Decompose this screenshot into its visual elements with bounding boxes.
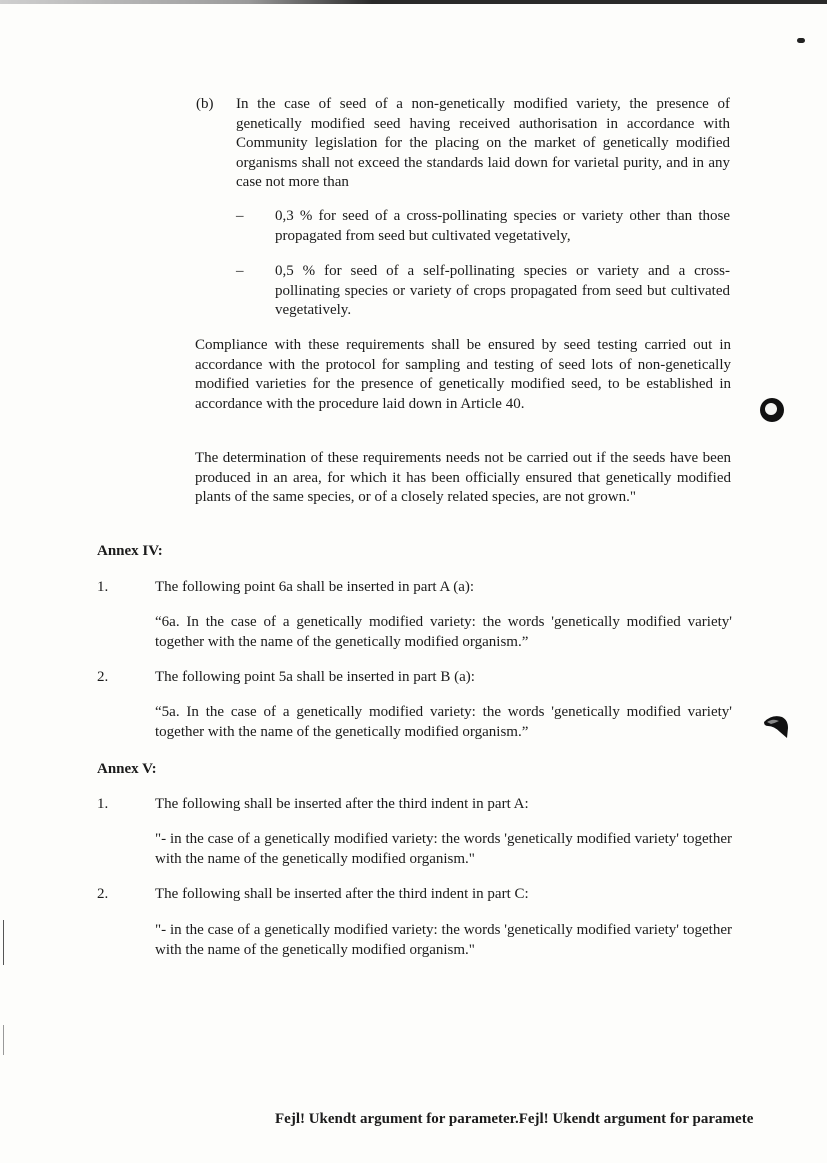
list-number: 2. — [97, 669, 109, 685]
compliance-paragraph: Compliance with these requirements shall be ensured by seed testing carried out in accordance with the protocol for sampling and testing of seed lots of non-genetically modified varieties for the presence of genetically modified seed, to be established in accordance with the procedure laid down in Article 40. — [195, 337, 731, 412]
list-number: 1. — [97, 796, 109, 812]
list-intro: The following point 5a shall be inserted in part B (a): — [155, 669, 475, 685]
list-intro: The following shall be inserted after the third indent in part C: — [155, 886, 529, 902]
indent-dash: – — [236, 263, 244, 279]
quoted-insertion: "- in the case of a genetically modified variety: the words 'genetically modified variety' together with the name of the genetically modified organism." — [155, 831, 732, 867]
indent-dash: – — [236, 208, 244, 224]
list-intro: The following shall be inserted after the third indent in part A: — [155, 796, 529, 812]
item-b-label: (b) — [196, 96, 214, 112]
annex-v-heading: Annex V: — [97, 761, 157, 777]
punch-hole-mark — [758, 396, 786, 424]
annex-iv-heading: Annex IV: — [97, 543, 163, 559]
scan-margin-line — [3, 1025, 4, 1055]
list-intro: The following point 6a shall be inserted in part A (a): — [155, 579, 475, 595]
scan-margin-line — [3, 920, 4, 965]
item-b-text: In the case of seed of a non-genetically modified variety, the presence of genetically modified seed having received authorisation in accordance with Community legislation for the placing on the market of genetically modified organisms shall not exceed the standards laid down for varietal purity, and in any case not more than — [236, 96, 730, 190]
list-number: 1. — [97, 579, 109, 595]
quoted-insertion: “5a. In the case of a genetically modified variety: the words 'genetically modified variety' together with the name of the genetically modified organism.” — [155, 704, 732, 740]
indent-text: 0,5 % for seed of a self-pollinating species or variety and a cross-pollinating species or variety of crops propagated from seed but cultivated vegetatively. — [275, 263, 730, 318]
scan-top-edge — [0, 0, 827, 4]
list-number: 2. — [97, 886, 109, 902]
indent-text: 0,3 % for seed of a cross-pollinating species or variety other than those propagated from seed but cultivated vegetatively, — [275, 208, 730, 244]
scan-speck — [797, 38, 805, 43]
footer-field-error: Fejl! Ukendt argument for parameter.Fejl! Ukendt argument for paramete — [275, 1111, 754, 1127]
quoted-insertion: “6a. In the case of a genetically modified variety: the words 'genetically modified variety' together with the name of the genetically modified organism.” — [155, 614, 732, 650]
punch-hole-mark — [762, 714, 790, 740]
determination-paragraph: The determination of these requirements needs not be carried out if the seeds have been produced in an area, for which it has been officially ensured that genetically modified plants of the same species, or of a closely related species, are not grown." — [195, 450, 731, 505]
quoted-insertion: "- in the case of a genetically modified variety: the words 'genetically modified variety' together with the name of the genetically modified organism." — [155, 922, 732, 958]
